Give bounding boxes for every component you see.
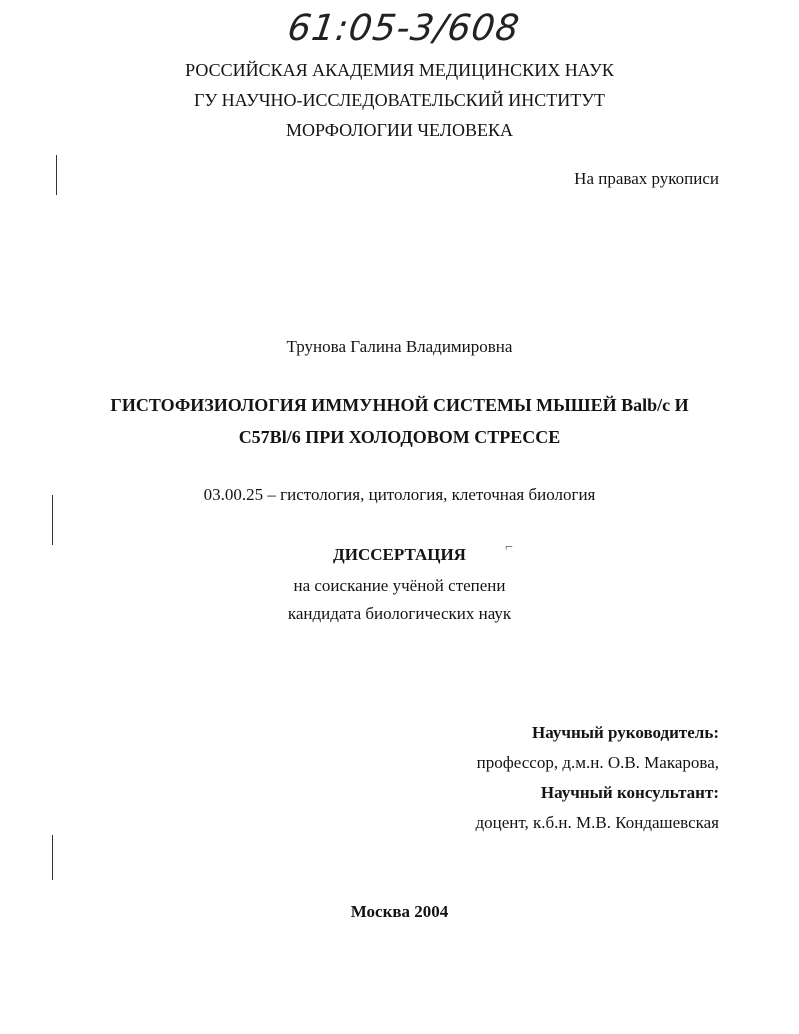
title-line-2: C57Bl/6 ПРИ ХОЛОДОВОМ СТРЕССЕ (238, 427, 561, 447)
header-line-3: МОРФОЛОГИИ ЧЕЛОВЕКА (285, 120, 514, 140)
header-line-1: РОССИЙСКАЯ АКАДЕМИЯ МЕДИЦИНСКИХ НАУК (185, 60, 614, 80)
footer-city-year: Москва 2004 (350, 902, 449, 921)
rights-note: На правах рукописи (574, 169, 719, 188)
scan-mark (52, 495, 53, 545)
dissertation-line-1: на соискание учёной степени (293, 576, 506, 595)
author-name: Трунова Галина Владимировна (286, 337, 513, 356)
dissertation-line-2: кандидата биологических наук (287, 604, 512, 623)
scan-mark (52, 835, 53, 880)
supervisor-label: Научный руководитель: (532, 723, 719, 742)
consultant-name: доцент, к.б.н. М.В. Кондашевская (475, 813, 719, 832)
consultant-label: Научный консультант: (540, 783, 719, 802)
specialty: 03.00.25 – гистология, цитология, клеточная биология (203, 485, 596, 504)
supervisor-name: профессор, д.м.н. О.В. Макарова, (476, 753, 719, 772)
scan-mark (56, 155, 57, 195)
title-line-1: ГИСТОФИЗИОЛОГИЯ ИММУННОЙ СИСТЕМЫ МЫШЕЙ Balb/c И (110, 395, 689, 415)
header-line-2: ГУ НАУЧНО-ИССЛЕДОВАТЕЛЬСКИЙ ИНСТИТУТ (194, 90, 605, 110)
handwritten-code: 61:05-3/608 (285, 8, 523, 49)
dissertation-label: ДИССЕРТАЦИЯ (333, 545, 466, 564)
scan-dash-mark: ⌐ (505, 540, 513, 555)
